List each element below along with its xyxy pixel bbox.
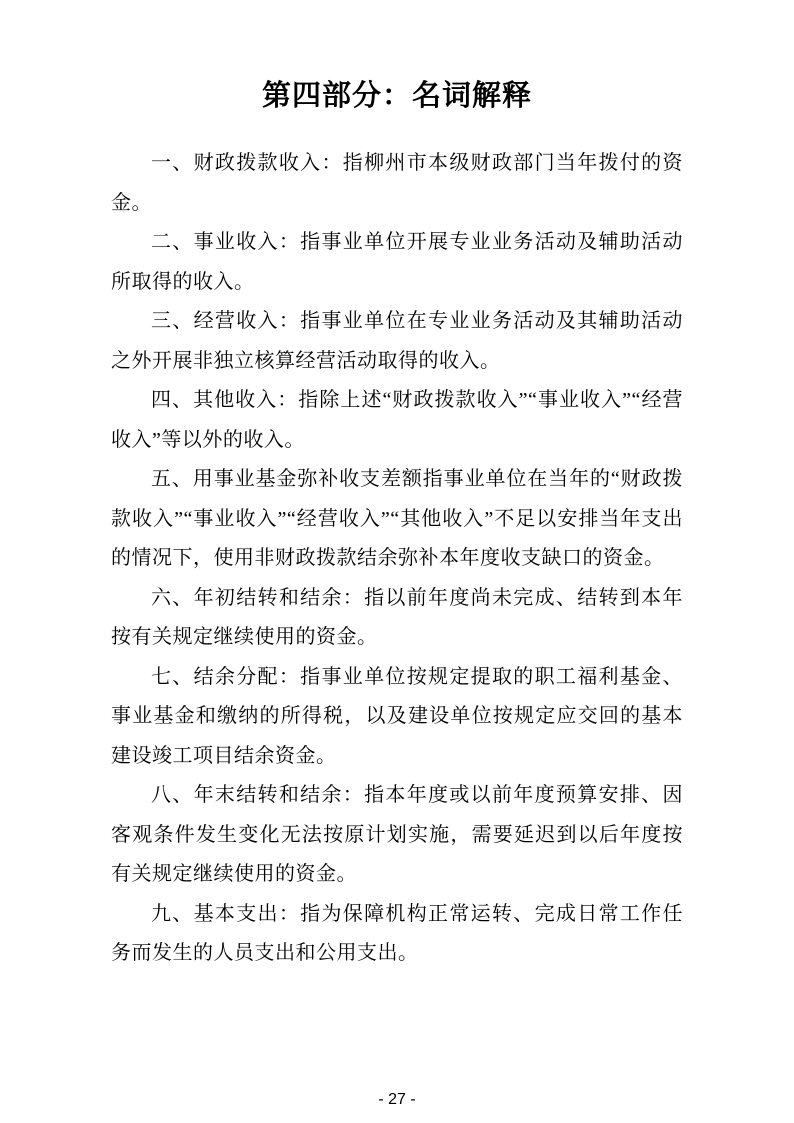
- glossary-paragraph-9: 九、基本支出：指为保障机构正常运转、完成日常工作任务而发生的人员支出和公用支出。: [111, 902, 683, 964]
- glossary-paragraph-5: 五、用事业基金弥补收支差额指事业单位在当年的“财政拨款收入”“事业收入”“经营收入”“其他收入”不足以安排当年支出的情况下，使用非财政拨款结余弥补本年度收支缺口的资金。: [111, 468, 683, 569]
- glossary-paragraph-1: 一、财政拨款收入：指柳州市本级财政部门当年拨付的资金。: [111, 152, 683, 214]
- glossary-paragraph-8: 八、年末结转和结余：指本年度或以前年度预算安排、因客观条件发生变化无法按原计划实施，需要延迟到以后年度按有关规定继续使用的资金。: [111, 784, 683, 885]
- glossary-paragraph-7: 七、结余分配：指事业单位按规定提取的职工福利基金、事业基金和缴纳的所得税，以及建设单位按规定应交回的基本建设竣工项目结余资金。: [111, 665, 683, 767]
- glossary-paragraph-3: 三、经营收入：指事业单位在专业业务活动及其辅助活动之外开展非独立核算经营活动取得的收入。: [111, 310, 683, 372]
- page-title: 第四部分：名词解释: [261, 80, 532, 112]
- document-body: [111, 144, 683, 974]
- glossary-paragraph-4: 四、其他收入：指除上述“财政拨款收入”“事业收入”“经营收入”等以外的收入。: [111, 389, 683, 451]
- glossary-paragraph-2: 二、事业收入：指事业单位开展专业业务活动及辅助活动所取得的收入。: [111, 231, 683, 293]
- glossary-paragraph-6: 六、年初结转和结余：指以前年度尚未完成、结转到本年按有关规定继续使用的资金。: [111, 586, 683, 648]
- page-number: - 27 -: [378, 1091, 416, 1108]
